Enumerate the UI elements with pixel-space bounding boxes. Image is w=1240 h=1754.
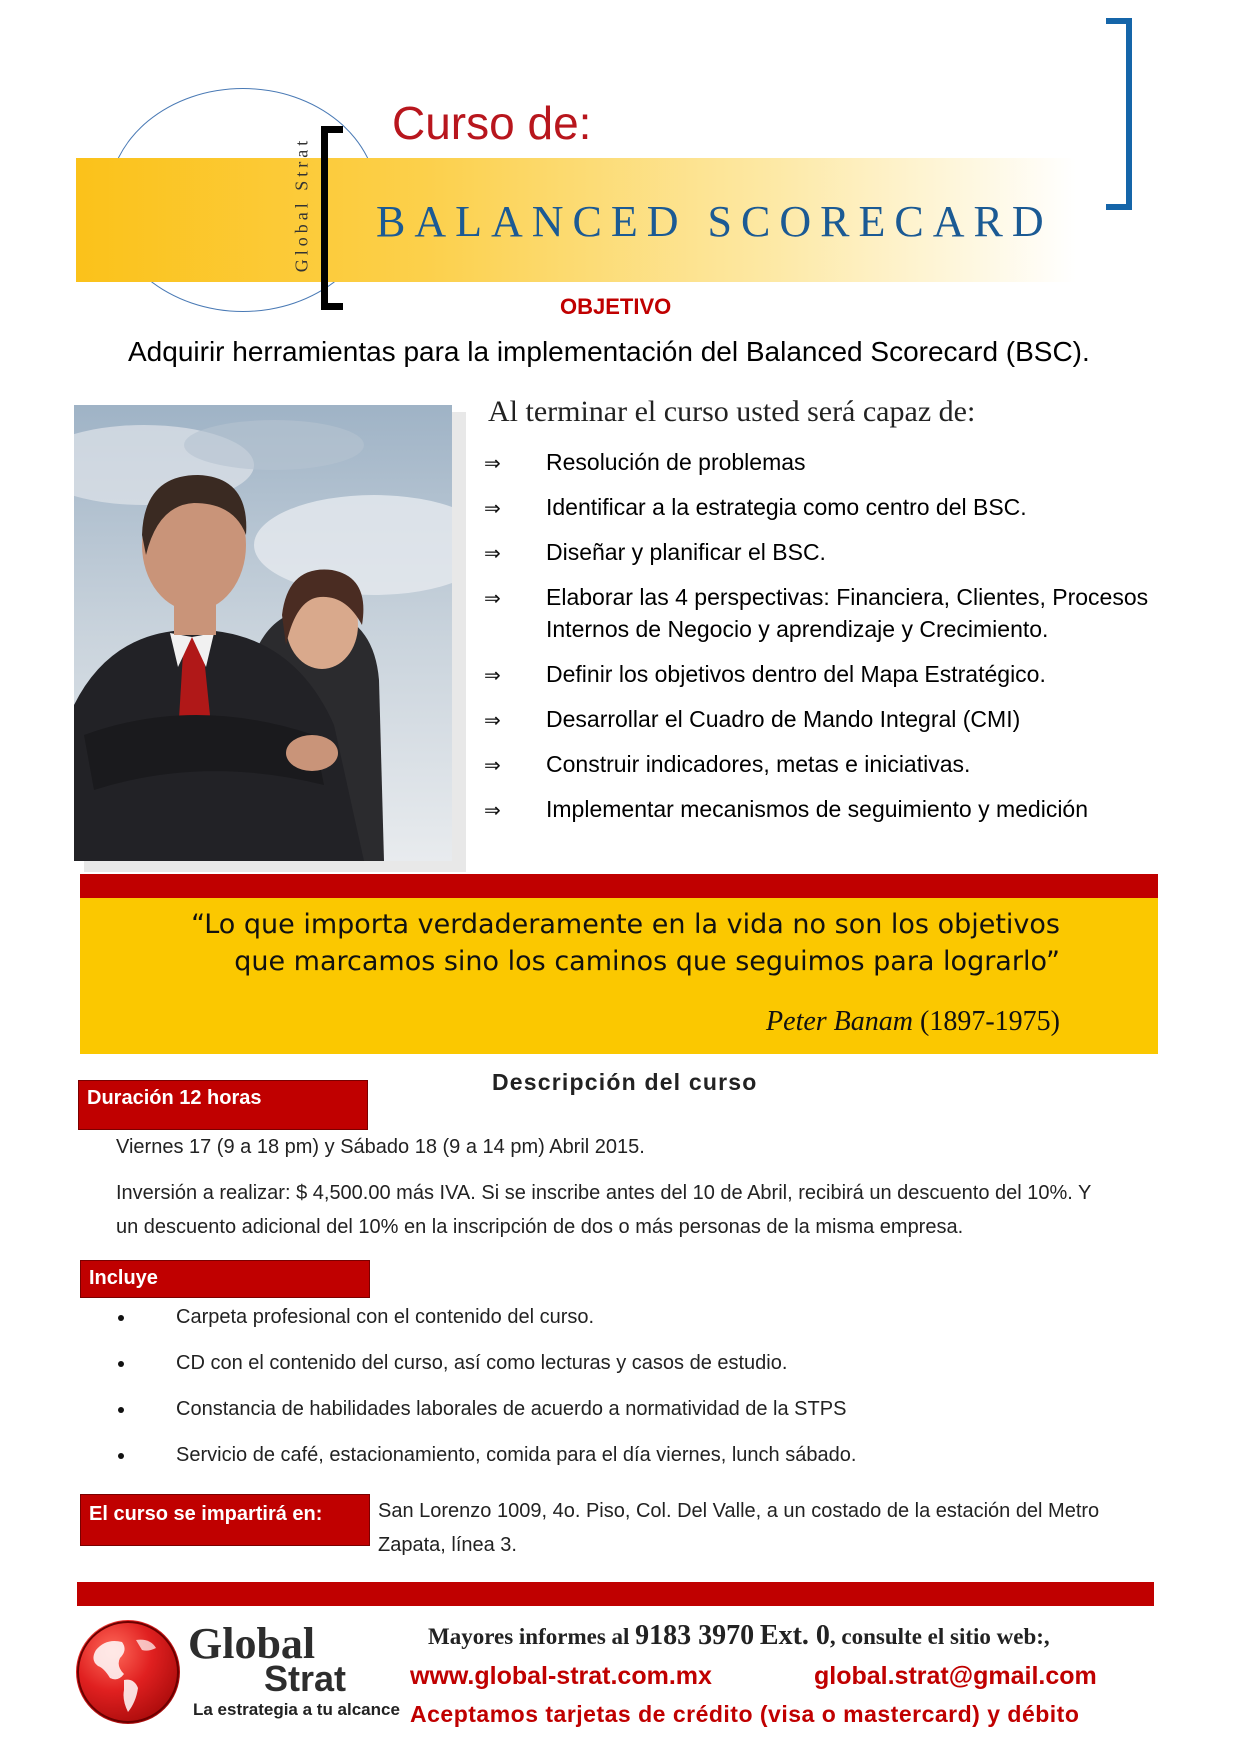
list-item [484, 703, 1164, 735]
logo-strat-text: Strat [264, 1658, 347, 1699]
list-item [116, 1301, 856, 1333]
arrow-icon: ⇒ [484, 498, 501, 520]
arrow-icon: ⇒ [484, 588, 501, 610]
description-title: Descripción del curso [492, 1069, 758, 1095]
contact-info-line [428, 1620, 1050, 1652]
arrow-icon: ⇒ [484, 710, 501, 732]
quote-attribution [766, 1006, 1060, 1038]
quote-line-2: que marcamos sino los caminos que seguimos para lograrlo” [234, 946, 1060, 977]
list-item-text: Identificar a la estrategia como centro del BSC. [546, 494, 1027, 520]
investment-line-1: Inversión a realizar: $ 4,500.00 más IVA. Si se inscribe antes del 10 de Abril, recibirá un descuento del 10%. Y [116, 1182, 1092, 1204]
left-bracket-decoration [321, 126, 343, 310]
course-title: BALANCED SCORECARD [376, 197, 1053, 246]
globe-logo-icon [76, 1620, 180, 1724]
bullet-icon [118, 1407, 124, 1413]
list-item-text: Definir los objetivos dentro del Mapa Estratégico. [546, 661, 1046, 687]
business-people-photo [74, 405, 452, 861]
includes-label: Incluye [80, 1260, 370, 1298]
duration-label: Duración 12 horas [78, 1080, 368, 1130]
list-item [116, 1439, 856, 1471]
quote-text [191, 906, 1060, 980]
location-text [378, 1494, 1099, 1562]
payment-info: Aceptamos tarjetas de crédito (visa o mastercard) y débito [410, 1701, 1080, 1727]
brand-vertical-text [291, 130, 311, 280]
list-item-text: Desarrollar el Cuadro de Mando Integral (CMI) [546, 706, 1021, 732]
contact-prefix: Mayores informes al [428, 1624, 630, 1649]
location-line-1: San Lorenzo 1009, 4o. Piso, Col. Del Valle, a un costado de la estación del Metro [378, 1500, 1100, 1522]
quote-top-bar [80, 874, 1158, 898]
course-label: Curso de: [392, 97, 592, 149]
list-item [484, 748, 1164, 780]
capabilities-list [484, 446, 1164, 838]
brand-vertical-label: Global Strat [291, 136, 312, 273]
list-item-text: Constancia de habilidades laborales de acuerdo a normatividad de la STPS [176, 1398, 847, 1420]
footer-red-bar [77, 1582, 1154, 1606]
list-item-text: Carpeta profesional con el contenido del curso. [176, 1306, 595, 1328]
investment-text [116, 1176, 1091, 1244]
capabilities-title: Al terminar el curso usted será capaz de: [488, 395, 976, 428]
list-item-text: Diseñar y planificar el BSC. [546, 539, 826, 565]
list-item [484, 581, 1164, 645]
list-item [116, 1393, 856, 1425]
list-item-text: Construir indicadores, metas e iniciativas. [546, 751, 971, 777]
list-item-text: Servicio de café, estacionamiento, comida para el día viernes, lunch sábado. [176, 1444, 857, 1466]
arrow-icon: ⇒ [484, 755, 501, 777]
objective-text: Adquirir herramientas para la implementación del Balanced Scorecard (BSC). [128, 336, 1090, 367]
list-item [484, 446, 1164, 478]
arrow-icon: ⇒ [484, 800, 501, 822]
investment-line-2: un descuento adicional del 10% en la inscripción de dos o más personas de la misma empresa. [116, 1216, 964, 1238]
bullet-icon [118, 1315, 124, 1321]
quote-years: (1897-1975) [920, 1006, 1060, 1037]
list-item-text: Elaborar las 4 perspectivas: Financiera, Clientes, Procesos Internos de Negocio y aprendizaje y Crecimiento. [546, 584, 1149, 642]
list-item-text: Resolución de problemas [546, 449, 806, 475]
bullet-icon [118, 1361, 124, 1367]
email-link[interactable]: global.strat@gmail.com [814, 1662, 1097, 1690]
location-label: El curso se impartirá en: [80, 1494, 370, 1546]
logo-tagline: La estrategia a tu alcance [193, 1700, 400, 1719]
arrow-icon: ⇒ [484, 665, 501, 687]
schedule-text: Viernes 17 (9 a 18 pm) y Sábado 18 (9 a 14 pm) Abril 2015. [116, 1136, 645, 1158]
list-item [484, 536, 1164, 568]
contact-suffix: , consulte el sitio web:, [829, 1624, 1050, 1649]
right-bracket-decoration [1106, 18, 1132, 210]
list-item [484, 658, 1164, 690]
arrow-icon: ⇒ [484, 543, 501, 565]
list-item-text: Implementar mecanismos de seguimiento y medición [546, 796, 1089, 822]
contact-ext: Ext. 0 [759, 1620, 830, 1651]
objective-heading: OBJETIVO [560, 294, 672, 319]
quote-author: Peter Banam [766, 1006, 914, 1037]
list-item-text: CD con el contenido del curso, así como lecturas y casos de estudio. [176, 1352, 788, 1374]
location-line-2: Zapata, línea 3. [378, 1534, 517, 1556]
list-item [484, 491, 1164, 523]
list-item [484, 793, 1164, 825]
bullet-icon [118, 1453, 124, 1459]
list-item [116, 1347, 856, 1379]
website-link[interactable]: www.global-strat.com.mx [410, 1662, 712, 1690]
includes-list [116, 1301, 856, 1485]
contact-phone: 9183 3970 [635, 1620, 755, 1651]
logo-global-text: Global [188, 1619, 316, 1668]
quote-line-1: “Lo que importa verdaderamente en la vida no son los objetivos [191, 909, 1060, 940]
arrow-icon: ⇒ [484, 453, 501, 475]
